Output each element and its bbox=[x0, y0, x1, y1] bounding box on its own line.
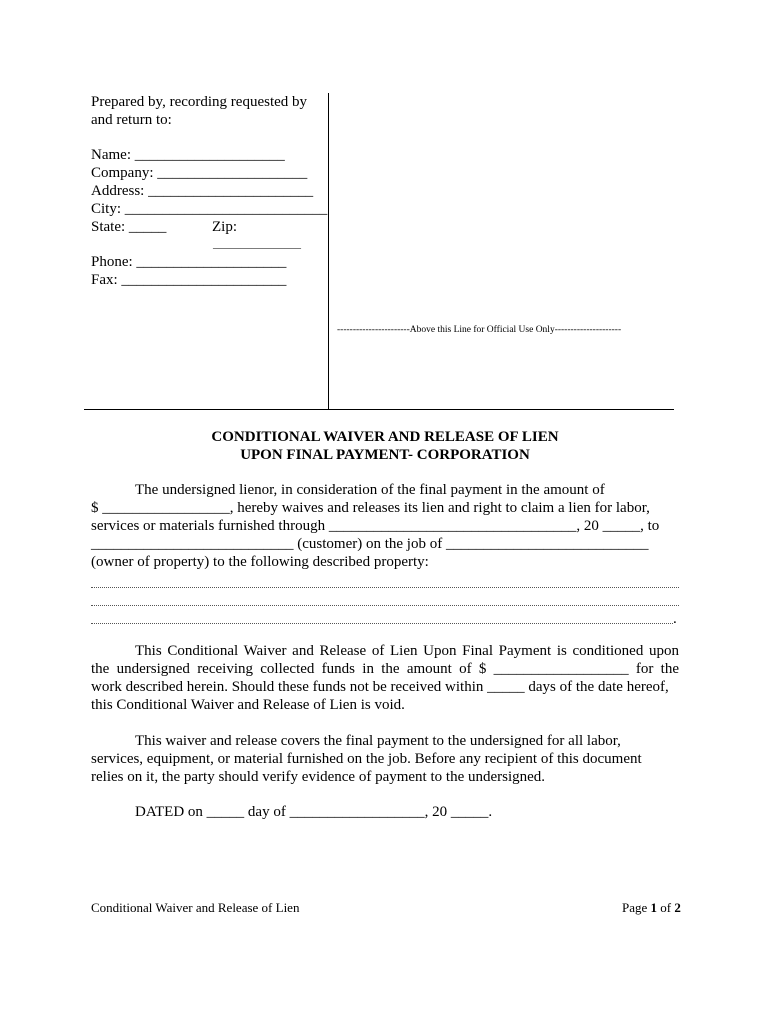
property-description-line-2[interactable] bbox=[91, 605, 679, 606]
footer-title: Conditional Waiver and Release of Lien bbox=[91, 900, 300, 915]
page-of: of bbox=[657, 900, 675, 915]
city-field[interactable]: City: ___________________________ bbox=[91, 201, 328, 217]
dated-line[interactable]: DATED on _____ day of __________________, 20 _____. bbox=[135, 804, 493, 820]
state-field[interactable]: State: _____ bbox=[91, 219, 167, 235]
paragraph-3-line-3: relies on it, the party should verify evidence of payment to the undersigned. bbox=[91, 769, 546, 785]
paragraph-2-line-2: the undersigned receiving collected funds in the amount of $ __________________ for the bbox=[91, 661, 679, 677]
paragraph-1-line-1: The undersigned lienor, in consideration of the final payment in the amount of bbox=[135, 482, 605, 498]
paragraph-1-line-2: $ _________________, hereby waives and releases its lien and right to claim a lien for labor, bbox=[91, 500, 650, 516]
paragraph-1-line-3: services or materials furnished through _________________________________, 20 _____, to bbox=[91, 518, 660, 534]
name-field[interactable]: Name: ____________________ bbox=[91, 147, 285, 163]
paragraph-1-line-4: ___________________________ (customer) on the job of ___________________________ bbox=[91, 536, 649, 552]
document-title-line-2: UPON FINAL PAYMENT- CORPORATION bbox=[240, 447, 530, 463]
page-current: 1 bbox=[650, 900, 658, 915]
phone-field[interactable]: Phone: ____________________ bbox=[91, 254, 287, 270]
paragraph-2-line-4: this Conditional Waiver and Release of Lien is void. bbox=[91, 697, 405, 713]
company-field[interactable]: Company: ____________________ bbox=[91, 165, 308, 181]
header-horizontal-divider bbox=[84, 409, 674, 410]
paragraph-3-line-1: This waiver and release covers the final payment to the undersigned for all labor, bbox=[135, 733, 621, 749]
page-total: 2 bbox=[674, 900, 681, 915]
property-description-line-3[interactable] bbox=[91, 623, 673, 624]
paragraph-1-line-5: (owner of property) to the following described property: bbox=[91, 554, 429, 570]
zip-label: Zip: bbox=[212, 219, 237, 235]
document-title-line-1: CONDITIONAL WAIVER AND RELEASE OF LIEN bbox=[211, 429, 559, 445]
paragraph-2-line-3: work described herein. Should these funds not be received within _____ days of the date hereof, bbox=[91, 679, 669, 695]
property-description-line-1[interactable] bbox=[91, 587, 679, 588]
address-field[interactable]: Address: ______________________ bbox=[91, 183, 314, 199]
paragraph-2-line-1: This Conditional Waiver and Release of Lien Upon Final Payment is conditioned upon bbox=[135, 643, 679, 659]
fax-field[interactable]: Fax: ______________________ bbox=[91, 272, 287, 288]
header-vertical-divider bbox=[328, 93, 329, 410]
official-use-line: -----------------------Above this Line for Official Use Only--------------------- bbox=[337, 325, 622, 335]
page-prefix: Page bbox=[622, 900, 651, 915]
property-description-period: . bbox=[673, 611, 677, 627]
paragraph-3-line-2: services, equipment, or material furnished on the job. Before any recipient of this document bbox=[91, 751, 642, 767]
page-number bbox=[622, 900, 681, 916]
zip-field[interactable]: ________________ bbox=[213, 238, 301, 250]
prepared-by-line-1: Prepared by, recording requested by bbox=[91, 94, 308, 110]
prepared-by-line-2: and return to: bbox=[91, 112, 172, 128]
